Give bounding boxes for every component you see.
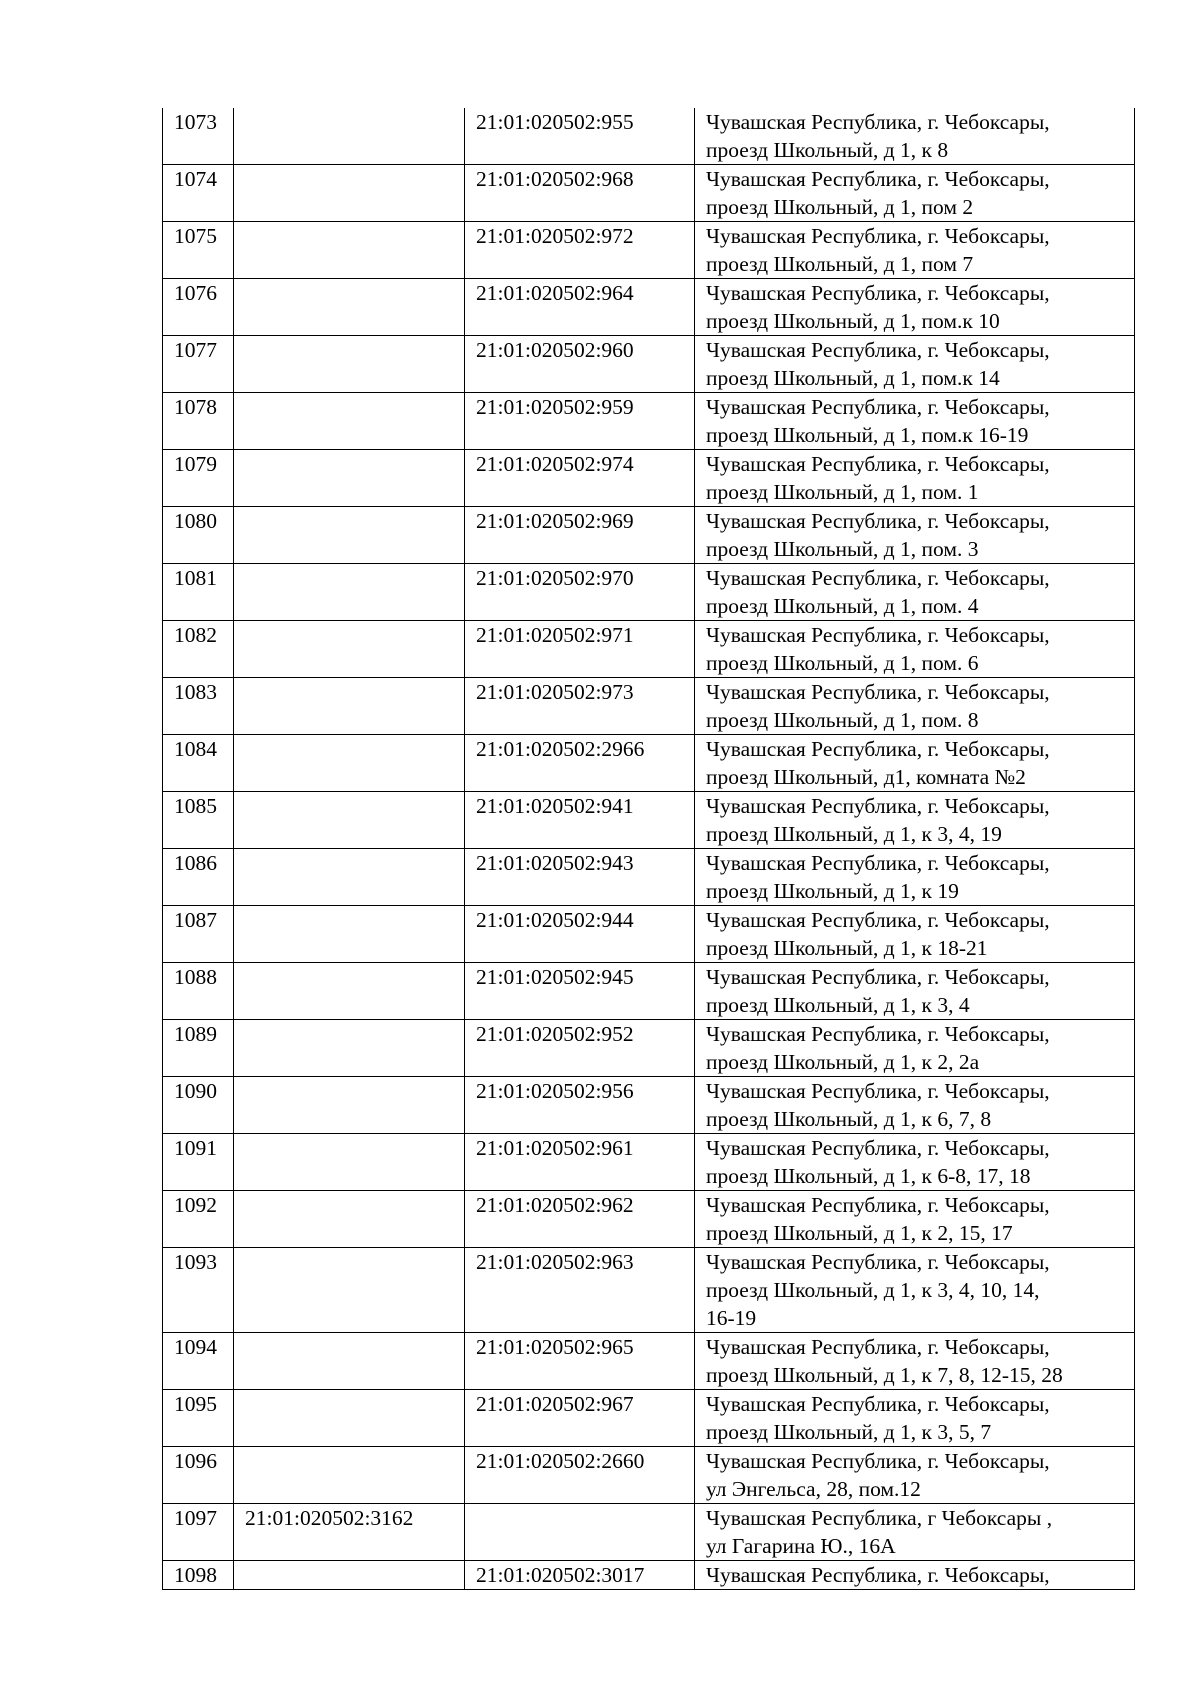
address-line: Чувашская Республика, г. Чебоксары, <box>706 1563 1050 1587</box>
table-row <box>163 1248 1135 1333</box>
address-line: Чувашская Республика, г. Чебоксары, <box>706 908 1050 932</box>
row-number-cell: 1096 <box>163 1447 234 1504</box>
address-cell <box>695 108 1135 165</box>
address-line: проезд Школьный, д 1, к 19 <box>706 879 959 903</box>
table-row <box>163 849 1135 906</box>
address-line: проезд Школьный, д 1, к 8 <box>706 138 949 162</box>
address-line: Чувашская Республика, г. Чебоксары, <box>706 737 1050 761</box>
object-cadastral-number-cell: 21:01:020502:965 <box>465 1333 695 1390</box>
address-line: Чувашская Республика, г Чебоксары , <box>706 1506 1053 1530</box>
plot-cadastral-number-cell <box>234 849 465 906</box>
row-number-cell: 1091 <box>163 1134 234 1191</box>
object-cadastral-number-cell: 21:01:020502:2966 <box>465 735 695 792</box>
plot-cadastral-number-cell <box>234 165 465 222</box>
address-cell <box>695 564 1135 621</box>
object-cadastral-number-cell: 21:01:020502:955 <box>465 108 695 165</box>
row-number-cell: 1081 <box>163 564 234 621</box>
plot-cadastral-number-cell <box>234 1020 465 1077</box>
plot-cadastral-number-cell <box>234 507 465 564</box>
address-cell <box>695 1504 1135 1561</box>
address-line: Чувашская Республика, г. Чебоксары, <box>706 623 1050 647</box>
address-line: проезд Школьный, д 1, к 6, 7, 8 <box>706 1107 992 1131</box>
row-number-cell: 1074 <box>163 165 234 222</box>
object-cadastral-number-cell: 21:01:020502:969 <box>465 507 695 564</box>
table-row <box>163 336 1135 393</box>
plot-cadastral-number-cell <box>234 450 465 507</box>
object-cadastral-number-cell: 21:01:020502:974 <box>465 450 695 507</box>
address-line: Чувашская Республика, г. Чебоксары, <box>706 1250 1050 1274</box>
address-line: проезд Школьный, д 1, к 3, 5, 7 <box>706 1420 992 1444</box>
object-cadastral-number-cell: 21:01:020502:972 <box>465 222 695 279</box>
table-row <box>163 222 1135 279</box>
object-cadastral-number-cell: 21:01:020502:952 <box>465 1020 695 1077</box>
plot-cadastral-number-cell <box>234 1134 465 1191</box>
plot-cadastral-number-cell <box>234 963 465 1020</box>
address-line: Чувашская Республика, г. Чебоксары, <box>706 1449 1050 1473</box>
plot-cadastral-number-cell <box>234 222 465 279</box>
address-line: Чувашская Республика, г. Чебоксары, <box>706 1079 1050 1103</box>
address-cell <box>695 1077 1135 1134</box>
address-cell <box>695 792 1135 849</box>
address-line: проезд Школьный, д 1, к 3, 4 <box>706 993 970 1017</box>
address-line: ул Энгельса, 28, пом.12 <box>706 1477 921 1501</box>
plot-cadastral-number-cell <box>234 1390 465 1447</box>
object-cadastral-number-cell: 21:01:020502:971 <box>465 621 695 678</box>
plot-cadastral-number-cell: 21:01:020502:3162 <box>234 1504 465 1561</box>
object-cadastral-number-cell: 21:01:020502:964 <box>465 279 695 336</box>
object-cadastral-number-cell: 21:01:020502:960 <box>465 336 695 393</box>
address-cell <box>695 1134 1135 1191</box>
object-cadastral-number-cell: 21:01:020502:967 <box>465 1390 695 1447</box>
row-number-cell: 1083 <box>163 678 234 735</box>
plot-cadastral-number-cell <box>234 1191 465 1248</box>
object-cadastral-number-cell: 21:01:020502:959 <box>465 393 695 450</box>
table-row <box>163 393 1135 450</box>
address-line: Чувашская Республика, г. Чебоксары, <box>706 509 1050 533</box>
object-cadastral-number-cell: 21:01:020502:941 <box>465 792 695 849</box>
plot-cadastral-number-cell <box>234 1333 465 1390</box>
address-line: проезд Школьный, д 1, пом. 6 <box>706 651 979 675</box>
address-cell <box>695 222 1135 279</box>
table-row <box>163 1333 1135 1390</box>
address-line: проезд Школьный, д 1, к 2, 15, 17 <box>706 1221 1013 1245</box>
address-cell <box>695 1561 1135 1590</box>
table-row <box>163 1077 1135 1134</box>
object-cadastral-number-cell: 21:01:020502:961 <box>465 1134 695 1191</box>
address-line: Чувашская Республика, г. Чебоксары, <box>706 1392 1050 1416</box>
row-number-cell: 1087 <box>163 906 234 963</box>
table-row <box>163 1390 1135 1447</box>
address-line: Чувашская Республика, г. Чебоксары, <box>706 281 1050 305</box>
table-row <box>163 507 1135 564</box>
table-row <box>163 735 1135 792</box>
address-line: проезд Школьный, д 1, к 2, 2а <box>706 1050 980 1074</box>
address-line: Чувашская Республика, г. Чебоксары, <box>706 1136 1050 1160</box>
address-line: проезд Школьный, д 1, пом. 4 <box>706 594 979 618</box>
address-line: Чувашская Республика, г. Чебоксары, <box>706 452 1050 476</box>
address-line: проезд Школьный, д 1, пом.к 10 <box>706 309 1000 333</box>
address-line: Чувашская Республика, г. Чебоксары, <box>706 1335 1050 1359</box>
address-cell <box>695 678 1135 735</box>
row-number-cell: 1097 <box>163 1504 234 1561</box>
address-cell <box>695 621 1135 678</box>
address-cell <box>695 906 1135 963</box>
object-cadastral-number-cell: 21:01:020502:956 <box>465 1077 695 1134</box>
address-line: проезд Школьный, д 1, пом 2 <box>706 195 974 219</box>
row-number-cell: 1076 <box>163 279 234 336</box>
address-line: проезд Школьный, д 1, к 3, 4, 10, 14, <box>706 1278 1040 1302</box>
table-row <box>163 792 1135 849</box>
registry-table <box>162 108 1135 1590</box>
row-number-cell: 1093 <box>163 1248 234 1333</box>
row-number-cell: 1077 <box>163 336 234 393</box>
row-number-cell: 1092 <box>163 1191 234 1248</box>
address-cell <box>695 450 1135 507</box>
plot-cadastral-number-cell <box>234 1077 465 1134</box>
address-cell <box>695 849 1135 906</box>
address-line: Чувашская Республика, г. Чебоксары, <box>706 680 1050 704</box>
address-cell <box>695 1191 1135 1248</box>
plot-cadastral-number-cell <box>234 906 465 963</box>
table-row <box>163 1134 1135 1191</box>
object-cadastral-number-cell: 21:01:020502:943 <box>465 849 695 906</box>
address-line: проезд Школьный, д 1, к 7, 8, 12-15, 28 <box>706 1363 1063 1387</box>
address-line: проезд Школьный, д 1, к 18-21 <box>706 936 988 960</box>
address-line: проезд Школьный, д 1, к 6-8, 17, 18 <box>706 1164 1031 1188</box>
table-row <box>163 678 1135 735</box>
address-line: проезд Школьный, д 1, пом 7 <box>706 252 974 276</box>
address-line: проезд Школьный, д 1, пом.к 14 <box>706 366 1000 390</box>
plot-cadastral-number-cell <box>234 1561 465 1590</box>
row-number-cell: 1073 <box>163 108 234 165</box>
address-cell <box>695 393 1135 450</box>
table-row <box>163 1561 1135 1590</box>
address-cell <box>695 1333 1135 1390</box>
address-cell <box>695 1447 1135 1504</box>
object-cadastral-number-cell: 21:01:020502:962 <box>465 1191 695 1248</box>
plot-cadastral-number-cell <box>234 336 465 393</box>
address-cell <box>695 1248 1135 1333</box>
plot-cadastral-number-cell <box>234 792 465 849</box>
address-line: проезд Школьный, д1, комната №2 <box>706 765 1026 789</box>
plot-cadastral-number-cell <box>234 564 465 621</box>
plot-cadastral-number-cell <box>234 678 465 735</box>
table-row <box>163 165 1135 222</box>
address-line: Чувашская Республика, г. Чебоксары, <box>706 110 1050 134</box>
address-cell <box>695 336 1135 393</box>
address-line: проезд Школьный, д 1, пом. 1 <box>706 480 979 504</box>
plot-cadastral-number-cell <box>234 621 465 678</box>
row-number-cell: 1084 <box>163 735 234 792</box>
table-row <box>163 1504 1135 1561</box>
row-number-cell: 1078 <box>163 393 234 450</box>
plot-cadastral-number-cell <box>234 1447 465 1504</box>
table-row <box>163 1020 1135 1077</box>
address-line: 16-19 <box>706 1306 757 1330</box>
table-row <box>163 621 1135 678</box>
plot-cadastral-number-cell <box>234 279 465 336</box>
plot-cadastral-number-cell <box>234 1248 465 1333</box>
address-line: Чувашская Республика, г. Чебоксары, <box>706 566 1050 590</box>
address-line: Чувашская Республика, г. Чебоксары, <box>706 1022 1050 1046</box>
table-row <box>163 963 1135 1020</box>
address-cell <box>695 1020 1135 1077</box>
plot-cadastral-number-cell <box>234 393 465 450</box>
table-row <box>163 450 1135 507</box>
row-number-cell: 1082 <box>163 621 234 678</box>
row-number-cell: 1080 <box>163 507 234 564</box>
address-line: Чувашская Республика, г. Чебоксары, <box>706 224 1050 248</box>
address-cell <box>695 735 1135 792</box>
object-cadastral-number-cell <box>465 1504 695 1561</box>
address-line: Чувашская Республика, г. Чебоксары, <box>706 851 1050 875</box>
address-line: Чувашская Республика, г. Чебоксары, <box>706 395 1050 419</box>
table-row <box>163 906 1135 963</box>
address-cell <box>695 507 1135 564</box>
plot-cadastral-number-cell <box>234 108 465 165</box>
row-number-cell: 1075 <box>163 222 234 279</box>
row-number-cell: 1088 <box>163 963 234 1020</box>
row-number-cell: 1089 <box>163 1020 234 1077</box>
address-line: Чувашская Республика, г. Чебоксары, <box>706 167 1050 191</box>
row-number-cell: 1098 <box>163 1561 234 1590</box>
address-line: проезд Школьный, д 1, пом. 8 <box>706 708 979 732</box>
table-row <box>163 564 1135 621</box>
plot-cadastral-number-cell <box>234 735 465 792</box>
object-cadastral-number-cell: 21:01:020502:963 <box>465 1248 695 1333</box>
object-cadastral-number-cell: 21:01:020502:2660 <box>465 1447 695 1504</box>
table-row <box>163 1191 1135 1248</box>
registry-table-body <box>163 108 1135 1590</box>
table-row <box>163 108 1135 165</box>
row-number-cell: 1094 <box>163 1333 234 1390</box>
row-number-cell: 1086 <box>163 849 234 906</box>
table-row <box>163 279 1135 336</box>
address-cell <box>695 279 1135 336</box>
address-line: проезд Школьный, д 1, к 3, 4, 19 <box>706 822 1002 846</box>
address-line: проезд Школьный, д 1, пом. 3 <box>706 537 979 561</box>
row-number-cell: 1079 <box>163 450 234 507</box>
address-line: Чувашская Республика, г. Чебоксары, <box>706 794 1050 818</box>
object-cadastral-number-cell: 21:01:020502:945 <box>465 963 695 1020</box>
row-number-cell: 1095 <box>163 1390 234 1447</box>
row-number-cell: 1085 <box>163 792 234 849</box>
row-number-cell: 1090 <box>163 1077 234 1134</box>
object-cadastral-number-cell: 21:01:020502:973 <box>465 678 695 735</box>
address-line: проезд Школьный, д 1, пом.к 16-19 <box>706 423 1029 447</box>
object-cadastral-number-cell: 21:01:020502:944 <box>465 906 695 963</box>
address-line: ул Гагарина Ю., 16А <box>706 1534 896 1558</box>
object-cadastral-number-cell: 21:01:020502:968 <box>465 165 695 222</box>
address-line: Чувашская Республика, г. Чебоксары, <box>706 338 1050 362</box>
address-line: Чувашская Республика, г. Чебоксары, <box>706 965 1050 989</box>
address-cell <box>695 165 1135 222</box>
object-cadastral-number-cell: 21:01:020502:3017 <box>465 1561 695 1590</box>
table-row <box>163 1447 1135 1504</box>
address-line: Чувашская Республика, г. Чебоксары, <box>706 1193 1050 1217</box>
object-cadastral-number-cell: 21:01:020502:970 <box>465 564 695 621</box>
address-cell <box>695 963 1135 1020</box>
address-cell <box>695 1390 1135 1447</box>
